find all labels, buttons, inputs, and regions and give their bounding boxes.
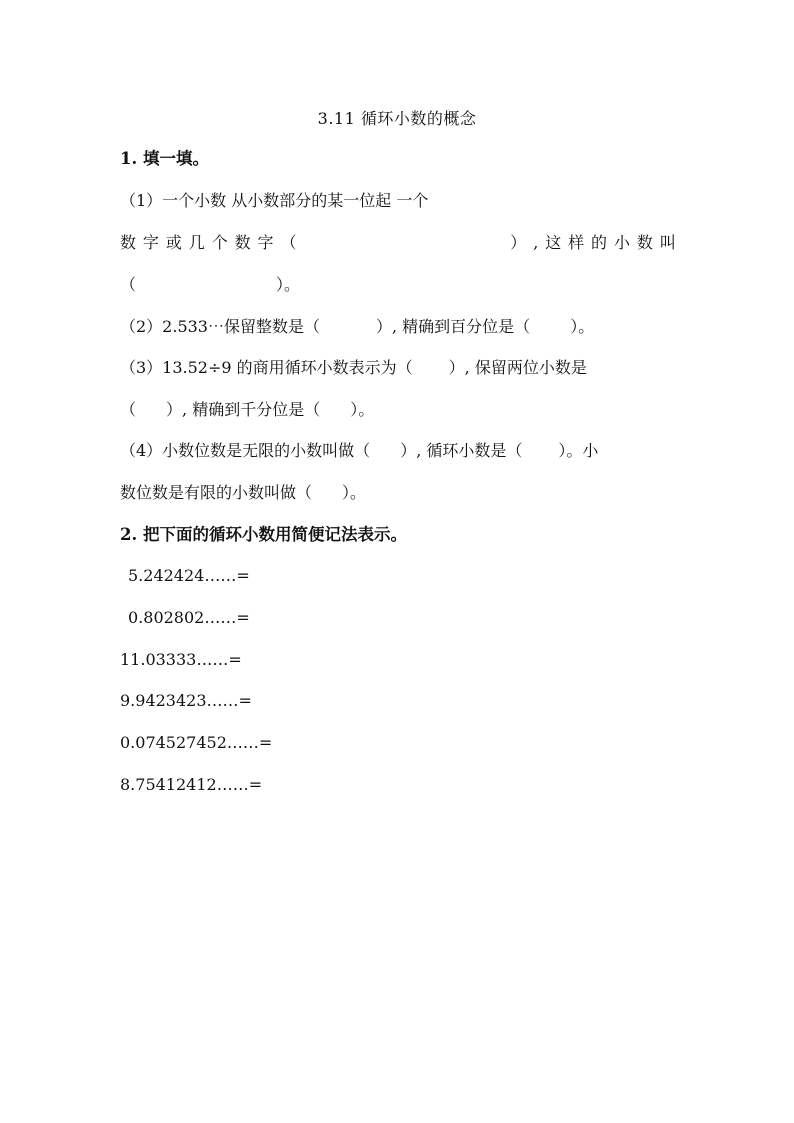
q1-item1-char: 数 — [234, 233, 251, 252]
q2-item: 5.242424……= — [128, 566, 250, 585]
q2-heading: 2. 把下面的循环小数用简便记法表示。 — [120, 525, 407, 544]
q2-item: 0.074527452……= — [120, 733, 273, 752]
q1-item3-text-e: ）。 — [350, 400, 375, 419]
q1-item1-char: 的 — [591, 233, 608, 252]
q1-item1-char: 样 — [568, 233, 585, 252]
q1-item1-char: 几 — [188, 233, 205, 252]
q1-item4-text-c: ）。小 — [558, 441, 599, 460]
q1-item3-line1 — [120, 357, 680, 379]
page-title: 3.11 循环小数的概念 — [317, 109, 477, 128]
q1-item3-line2 — [120, 399, 680, 421]
q1-item4-text-b: ）, 循环小数是（ — [400, 441, 523, 460]
q1-item1-char: 个 — [211, 233, 228, 252]
q1-item2-text-b: ）, 精确到百分位是（ — [376, 317, 531, 336]
q1-item1-char: 叫 — [659, 233, 676, 252]
q2-item: 0.802802……= — [128, 608, 250, 627]
q2-item: 9.9423423……= — [120, 691, 252, 710]
q1-item1-line1: （1）一个小数 从小数部分的某一位起 一个 — [120, 191, 429, 210]
q1-item3-text-a: （3）13.52÷9 的商用循环小数表示为（ — [120, 358, 413, 377]
q1-item1-line3 — [120, 274, 680, 296]
q1-item4-text-e: ）。 — [342, 483, 367, 502]
q1-item2-text-c: ）。 — [570, 317, 595, 336]
q1-item1-char: ） — [510, 233, 527, 252]
q1-item4-text-d: 数位数是有限的小数叫做（ — [120, 483, 313, 502]
q1-item1-char: 字 — [142, 233, 159, 252]
q1-item1-char: , — [533, 233, 539, 252]
answer-blank[interactable] — [303, 232, 503, 254]
q2-item: 11.03333……= — [120, 650, 242, 669]
q1-item1-char: 数 — [636, 233, 653, 252]
q1-heading: 1. 填一填。 — [120, 149, 209, 168]
q1-item3-text-c: （ — [120, 400, 137, 419]
q1-item1-char: 小 — [613, 233, 630, 252]
q1-item1-char: 这 — [545, 233, 562, 252]
q1-item1-char: 字 — [257, 233, 274, 252]
paren-close: ）。 — [276, 275, 301, 294]
q2-item: 8.75412412……= — [120, 775, 263, 794]
q1-item1-char: 或 — [165, 233, 182, 252]
q1-item2 — [120, 316, 680, 338]
q1-item3-text-b: ）, 保留两位小数是 — [448, 358, 587, 377]
paren-open: （ — [120, 275, 137, 294]
q1-item4-text-a: （4）小数位数是无限的小数叫做（ — [120, 441, 371, 460]
q1-item1-char: 数 — [120, 233, 137, 252]
q1-item2-text-a: （2）2.533⋯保留整数是（ — [120, 317, 320, 336]
q1-item4-line2 — [120, 482, 680, 504]
q1-item4-line1 — [120, 440, 680, 462]
q1-item1-line2 — [120, 232, 676, 254]
q1-item1-char: （ — [280, 233, 297, 252]
q1-item3-text-d: ）, 精确到千分位是（ — [166, 400, 321, 419]
